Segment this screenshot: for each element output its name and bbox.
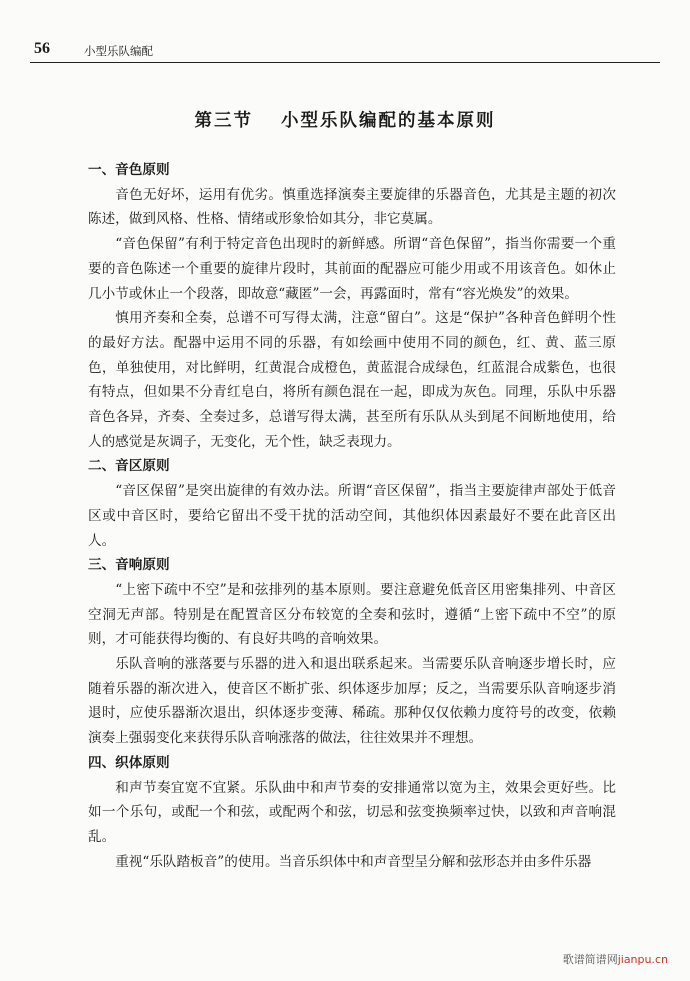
paragraph: 和声节奏宜宽不宜紧。乐队曲中和声节奏的安排通常以宽为主，效果会更好些。比如一个乐句，或配一个和弦，或配两个和弦，切忌和弦变换频率过快，以致和声音响混乱。 xyxy=(88,779,616,845)
site-watermark xyxy=(563,951,668,967)
paragraph: “音区保留”是突出旋律的有效办法。所谓“音区保留”，指当主要旋律声部处于低音区或中音区时，要给它留出不受干扰的活动空间，其他织体因素最好不要在此音区出人。 xyxy=(88,483,616,549)
section-title-text: 小型乐队编配的基本原则 xyxy=(281,111,496,131)
heading-texture: 四、织体原则 xyxy=(88,754,170,771)
heading-register: 二、音区原则 xyxy=(88,458,170,475)
heading-sonority: 三、音响原则 xyxy=(88,557,170,574)
section-title xyxy=(0,107,690,132)
heading-timbre: 一、音色原则 xyxy=(88,162,170,178)
paragraph: 慎用齐奏和全奏，总谱不可写得太满，注意“留白”。这是“保护”各种音色鲜明个性的最好方法。配器中运用不同的乐器，有如绘画中使用不同的颜色，红、黄、蓝三原色，单独使用，对比鲜明，红黄混合成橙色，黄蓝混合成绿色，红蓝混合成紫色，也很有特点，但如果不分青红皂白，将所有颜色混在一起，即成为灰色。同理，乐队中乐器音色各异，齐奏、全奏过多，总谱写得太满，甚至所有乐队从头到尾不间断地使用，给人的感觉是灰调子，无变化，无个性，缺乏表现力。 xyxy=(88,310,616,450)
paragraph: “音色保留”有利于特定音色出现时的新鲜感。所谓“音色保留”，指当你需要一个重要的音色陈述一个重要的旋律片段时，其前面的配器应可能少用或不用该音色。如休止几小节或休止一个段落，即故意“藏匿”一会，再露面时，常有“容光焕发”的效果。 xyxy=(88,236,616,302)
paragraph: 音色无好坏，运用有优劣。慎重选择演奏主要旋律的乐器音色，尤其是主题的初次陈述，做到风格、性格、情绪或形象恰如其分，非它莫属。 xyxy=(88,186,616,228)
paragraph: 乐队音响的涨落要与乐器的进入和退出联系起来。当需要乐队音响逐步增长时，应随着乐器的渐次进入，使音区不断扩张、织体逐步加厚；反之，当需要乐队音响逐步消退时，应使乐器渐次退出，织体逐步变薄、稀疏。那种仅仅依赖力度符号的改变，依赖演奏上强弱变化来获得乐队音响涨落的做法，往往效果并不理想。 xyxy=(88,656,616,747)
watermark-url: jianpu.cn xyxy=(617,953,668,966)
watermark-site: 歌谱简谱网 xyxy=(562,953,618,966)
section-number: 第三节 xyxy=(194,111,253,131)
paragraph: 重视“乐队踏板音”的使用。当音乐织体中和声音型呈分解和弦形态并由多件乐器 xyxy=(115,853,592,870)
paragraph: “上密下疏中不空”是和弦排列的基本原则。要注意避免低音区用密集排列、中音区空洞无声部。特别是在配置音区分布较宽的全奏和弦时，遵循“上密下疏中不空”的原则，才可能获得均衡的、有良好共鸣的音响效果。 xyxy=(88,581,616,648)
body-text xyxy=(88,158,616,874)
running-title: 小型乐队编配 xyxy=(84,44,153,58)
page-header xyxy=(30,38,660,63)
page-number: 56 xyxy=(34,40,50,57)
